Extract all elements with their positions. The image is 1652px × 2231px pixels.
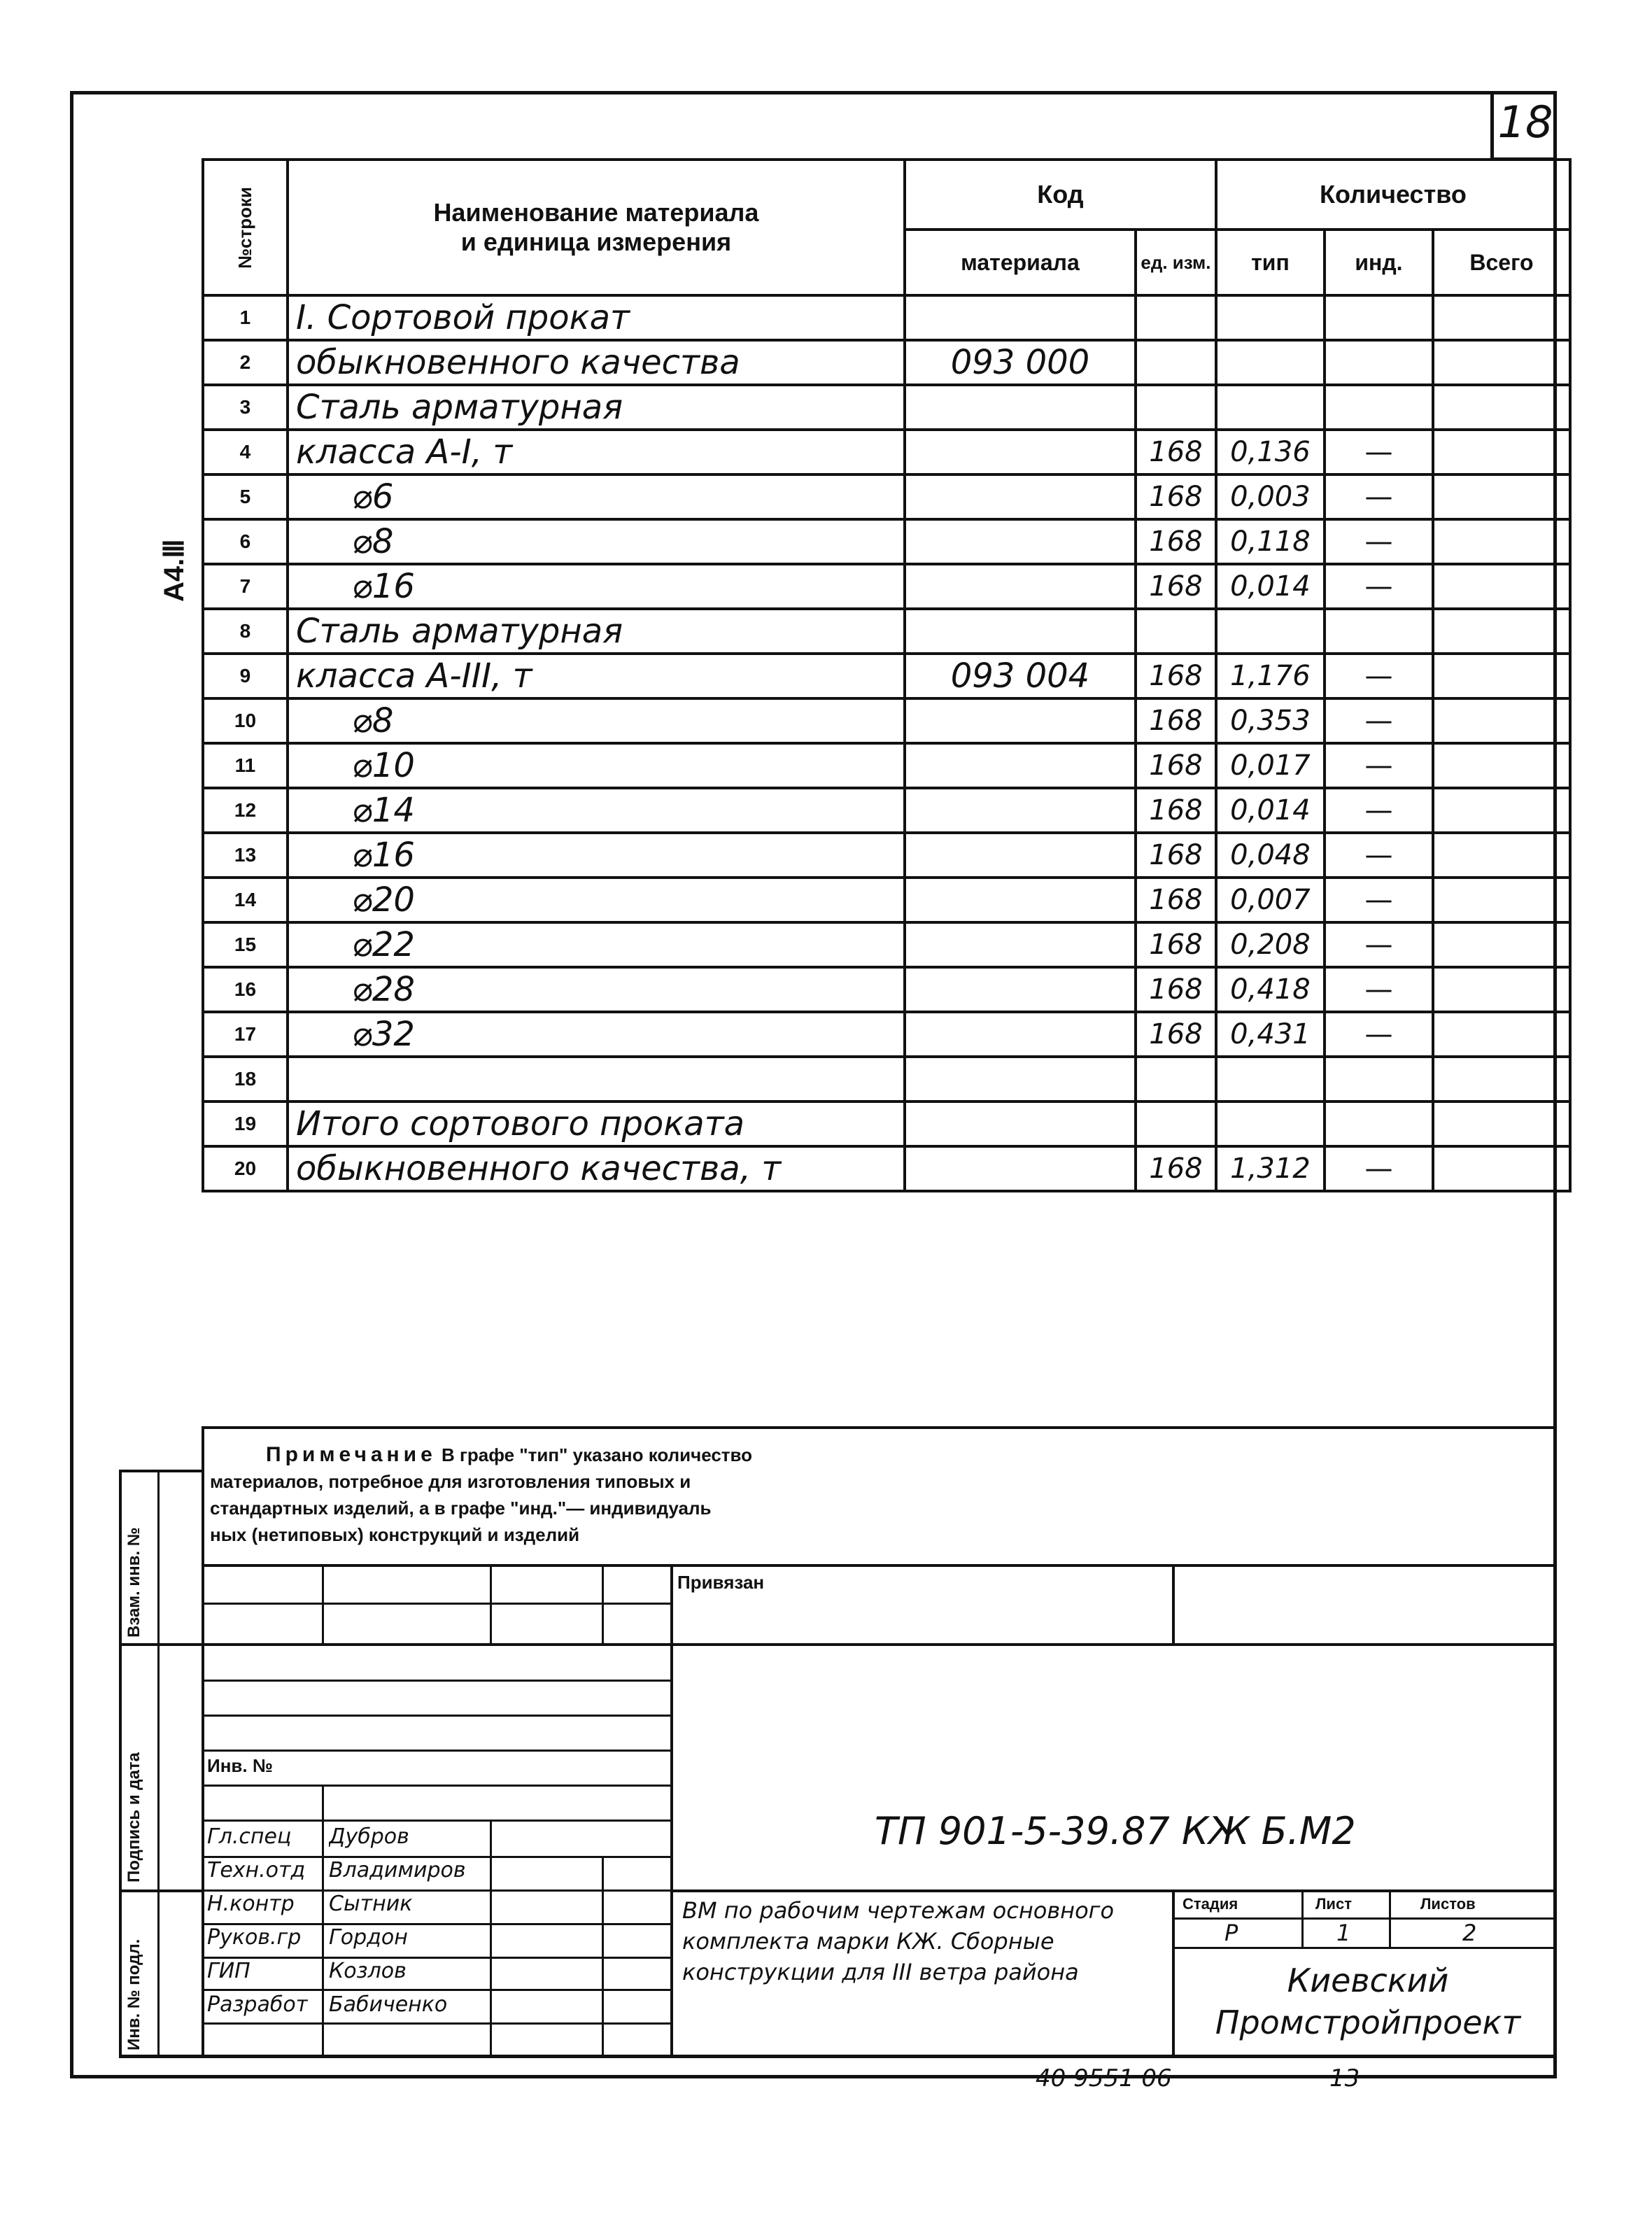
table-row bbox=[203, 922, 1570, 967]
header-code: Код bbox=[905, 160, 1216, 230]
note-heading: Примечание bbox=[266, 1443, 437, 1466]
qty-ind: — bbox=[1325, 967, 1433, 1012]
table-row bbox=[203, 833, 1570, 878]
qty-type: 0,017 bbox=[1216, 743, 1325, 788]
table-row bbox=[203, 1012, 1570, 1057]
stage-value: Р bbox=[1224, 1920, 1238, 1946]
qty-ind: — bbox=[1325, 474, 1433, 519]
material-name: Сталь арматурная bbox=[288, 609, 905, 654]
qty-ind: — bbox=[1325, 743, 1433, 788]
qty-total bbox=[1433, 564, 1570, 609]
staff-name: Гордон bbox=[329, 1925, 408, 1950]
qty-type: 1,312 bbox=[1216, 1146, 1325, 1191]
table-row bbox=[203, 474, 1570, 519]
material-name bbox=[288, 1057, 905, 1102]
note-line-4: ных (нетиповых) конструкций и изделий bbox=[210, 1524, 580, 1545]
inv-no-label: Инв. № bbox=[207, 1755, 273, 1776]
material-code bbox=[905, 743, 1136, 788]
header-material: материала bbox=[905, 230, 1136, 295]
unit-code: 168 bbox=[1136, 698, 1216, 743]
unit-code: 168 bbox=[1136, 1146, 1216, 1191]
row-number: 10 bbox=[203, 698, 288, 743]
note bbox=[210, 1442, 1539, 1548]
qty-ind: — bbox=[1325, 833, 1433, 878]
unit-code: 168 bbox=[1136, 833, 1216, 878]
material-name: ⌀22 bbox=[288, 922, 905, 967]
qty-total bbox=[1433, 878, 1570, 922]
material-code bbox=[905, 967, 1136, 1012]
material-name: обыкновенного качества, т bbox=[288, 1146, 905, 1191]
row-number: 18 bbox=[203, 1057, 288, 1102]
table-row bbox=[203, 430, 1570, 474]
staff-name: Козлов bbox=[329, 1959, 407, 1983]
qty-total bbox=[1433, 788, 1570, 833]
qty-total bbox=[1433, 654, 1570, 698]
unit-code bbox=[1136, 609, 1216, 654]
qty-total bbox=[1433, 474, 1570, 519]
sheet-label: Лист bbox=[1315, 1895, 1352, 1913]
qty-type: 0,136 bbox=[1216, 430, 1325, 474]
note-line-2: материалов, потребное для изготовления типовых и bbox=[210, 1471, 691, 1492]
material-name: ⌀28 bbox=[288, 967, 905, 1012]
qty-ind bbox=[1325, 295, 1433, 340]
row-number: 5 bbox=[203, 474, 288, 519]
inv-no-ref-label: Взам. инв. № bbox=[125, 1527, 143, 1638]
qty-type bbox=[1216, 1057, 1325, 1102]
material-code bbox=[905, 833, 1136, 878]
material-code bbox=[905, 1057, 1136, 1102]
material-name: ⌀16 bbox=[288, 564, 905, 609]
qty-type: 1,176 bbox=[1216, 654, 1325, 698]
unit-code bbox=[1136, 385, 1216, 430]
privyazan-label: Привязан bbox=[677, 1572, 765, 1593]
qty-total bbox=[1433, 295, 1570, 340]
header-type: тип bbox=[1216, 230, 1325, 295]
archive-code: 40 9551 06 bbox=[1036, 2064, 1172, 2092]
qty-ind: — bbox=[1325, 654, 1433, 698]
unit-code: 168 bbox=[1136, 922, 1216, 967]
qty-ind: — bbox=[1325, 788, 1433, 833]
unit-code: 168 bbox=[1136, 967, 1216, 1012]
header-name: Наименование материала и единица измерения bbox=[288, 160, 905, 295]
material-name: ⌀16 bbox=[288, 833, 905, 878]
header-row-no: №строки bbox=[203, 160, 288, 295]
material-name: класса А-I, т bbox=[288, 430, 905, 474]
staff-name: Дубров bbox=[329, 1824, 409, 1849]
staff-role: Разработ bbox=[207, 1992, 309, 2017]
material-name: ⌀20 bbox=[288, 878, 905, 922]
unit-code bbox=[1136, 1102, 1216, 1146]
qty-total bbox=[1433, 1057, 1570, 1102]
unit-code: 168 bbox=[1136, 1012, 1216, 1057]
unit-code bbox=[1136, 340, 1216, 385]
table-row bbox=[203, 743, 1570, 788]
row-number: 13 bbox=[203, 833, 288, 878]
sheets-value: 2 bbox=[1462, 1920, 1477, 1946]
qty-type bbox=[1216, 295, 1325, 340]
row-number: 19 bbox=[203, 1102, 288, 1146]
table-row bbox=[203, 1057, 1570, 1102]
material-code bbox=[905, 295, 1136, 340]
material-code bbox=[905, 698, 1136, 743]
qty-type: 0,014 bbox=[1216, 788, 1325, 833]
row-number: 1 bbox=[203, 295, 288, 340]
unit-code: 168 bbox=[1136, 743, 1216, 788]
material-code bbox=[905, 922, 1136, 967]
material-code bbox=[905, 788, 1136, 833]
qty-ind bbox=[1325, 340, 1433, 385]
material-code bbox=[905, 519, 1136, 564]
staff-role: ГИП bbox=[207, 1959, 250, 1983]
qty-ind bbox=[1325, 609, 1433, 654]
qty-type: 0,208 bbox=[1216, 922, 1325, 967]
qty-ind: — bbox=[1325, 1146, 1433, 1191]
table-row bbox=[203, 788, 1570, 833]
material-name: ⌀10 bbox=[288, 743, 905, 788]
table-row bbox=[203, 609, 1570, 654]
material-name: ⌀6 bbox=[288, 474, 905, 519]
qty-type bbox=[1216, 609, 1325, 654]
sheets-label: Листов bbox=[1420, 1895, 1476, 1913]
material-code: 093 000 bbox=[905, 340, 1136, 385]
material-name: обыкновенного качества bbox=[288, 340, 905, 385]
sheet-title: ВМ по рабочим чертежам основного комплекта марки КЖ. Сборные конструкции для III ветра района bbox=[682, 1897, 1115, 1985]
header-unit: ед. изм. bbox=[1136, 230, 1216, 295]
qty-type: 0,353 bbox=[1216, 698, 1325, 743]
staff-role: Руков.гр bbox=[207, 1925, 302, 1950]
table-row bbox=[203, 1146, 1570, 1191]
qty-total bbox=[1433, 922, 1570, 967]
document-code: ТП 901-5-39.87 КЖ Б.М2 bbox=[875, 1809, 1356, 1853]
unit-code: 168 bbox=[1136, 519, 1216, 564]
material-code bbox=[905, 1102, 1136, 1146]
table-row bbox=[203, 564, 1570, 609]
stage-label: Стадия bbox=[1182, 1895, 1238, 1913]
row-number: 15 bbox=[203, 922, 288, 967]
material-name: I. Сортовой прокат bbox=[288, 295, 905, 340]
row-number: 9 bbox=[203, 654, 288, 698]
staff-name: Владимиров bbox=[329, 1858, 466, 1882]
table-row bbox=[203, 385, 1570, 430]
material-code: 093 004 bbox=[905, 654, 1136, 698]
qty-type: 0,431 bbox=[1216, 1012, 1325, 1057]
qty-total bbox=[1433, 698, 1570, 743]
note-line-1: В графе "тип" указано количество bbox=[442, 1444, 753, 1465]
table-row bbox=[203, 519, 1570, 564]
material-code bbox=[905, 430, 1136, 474]
qty-ind: — bbox=[1325, 519, 1433, 564]
table-row bbox=[203, 340, 1570, 385]
qty-type bbox=[1216, 340, 1325, 385]
qty-type: 0,418 bbox=[1216, 967, 1325, 1012]
qty-type: 0,014 bbox=[1216, 564, 1325, 609]
qty-total bbox=[1433, 430, 1570, 474]
material-code bbox=[905, 1146, 1136, 1191]
row-number: 2 bbox=[203, 340, 288, 385]
note-line-3: стандартных изделий, а в графе "инд."— индивидуаль bbox=[210, 1498, 712, 1519]
qty-total bbox=[1433, 385, 1570, 430]
qty-total bbox=[1433, 1146, 1570, 1191]
unit-code: 168 bbox=[1136, 878, 1216, 922]
row-number: 20 bbox=[203, 1146, 288, 1191]
page-number: 18 bbox=[1497, 97, 1553, 148]
header-ind: инд. bbox=[1325, 230, 1433, 295]
unit-code: 168 bbox=[1136, 474, 1216, 519]
qty-type: 0,007 bbox=[1216, 878, 1325, 922]
row-number: 4 bbox=[203, 430, 288, 474]
material-code bbox=[905, 609, 1136, 654]
material-code bbox=[905, 1012, 1136, 1057]
specification-table bbox=[202, 158, 1572, 1192]
staff-role: Н.контр bbox=[207, 1892, 295, 1916]
unit-code bbox=[1136, 295, 1216, 340]
table-row bbox=[203, 967, 1570, 1012]
row-number: 8 bbox=[203, 609, 288, 654]
staff-name: Бабиченко bbox=[329, 1992, 448, 2017]
row-number: 3 bbox=[203, 385, 288, 430]
row-number: 16 bbox=[203, 967, 288, 1012]
unit-code: 168 bbox=[1136, 654, 1216, 698]
qty-total bbox=[1433, 609, 1570, 654]
material-name: ⌀32 bbox=[288, 1012, 905, 1057]
row-number: 7 bbox=[203, 564, 288, 609]
qty-ind bbox=[1325, 385, 1433, 430]
sheet-value: 1 bbox=[1336, 1920, 1351, 1946]
qty-ind: — bbox=[1325, 564, 1433, 609]
unit-code: 168 bbox=[1136, 564, 1216, 609]
row-number: 17 bbox=[203, 1012, 288, 1057]
qty-total bbox=[1433, 743, 1570, 788]
side-mark: А4.Ⅲ bbox=[159, 539, 190, 602]
table-row bbox=[203, 698, 1570, 743]
qty-ind: — bbox=[1325, 698, 1433, 743]
unit-code: 168 bbox=[1136, 788, 1216, 833]
inv-no-orig-label: Инв. № подл. bbox=[125, 1938, 143, 2050]
qty-total bbox=[1433, 1012, 1570, 1057]
header-total: Всего bbox=[1433, 230, 1570, 295]
staff-role: Гл.спец bbox=[207, 1824, 292, 1849]
qty-type bbox=[1216, 385, 1325, 430]
staff-name: Сытник bbox=[329, 1892, 413, 1916]
table-row bbox=[203, 654, 1570, 698]
material-code bbox=[905, 878, 1136, 922]
qty-ind bbox=[1325, 1102, 1433, 1146]
material-name: ⌀8 bbox=[288, 698, 905, 743]
row-number: 6 bbox=[203, 519, 288, 564]
qty-type: 0,003 bbox=[1216, 474, 1325, 519]
archive-sheet: 13 bbox=[1329, 2064, 1360, 2092]
staff-role: Техн.отд bbox=[207, 1858, 306, 1882]
table-row bbox=[203, 1102, 1570, 1146]
qty-type: 0,048 bbox=[1216, 833, 1325, 878]
qty-type bbox=[1216, 1102, 1325, 1146]
organization: Киевский Промстройпроект bbox=[1215, 1962, 1521, 2041]
qty-ind: — bbox=[1325, 430, 1433, 474]
unit-code bbox=[1136, 1057, 1216, 1102]
qty-ind: — bbox=[1325, 922, 1433, 967]
qty-ind bbox=[1325, 1057, 1433, 1102]
unit-code: 168 bbox=[1136, 430, 1216, 474]
material-code bbox=[905, 564, 1136, 609]
row-number: 14 bbox=[203, 878, 288, 922]
qty-total bbox=[1433, 519, 1570, 564]
row-number: 11 bbox=[203, 743, 288, 788]
qty-type: 0,118 bbox=[1216, 519, 1325, 564]
sign-date-label: Подпись и дата bbox=[125, 1752, 143, 1882]
qty-total bbox=[1433, 340, 1570, 385]
material-name: класса А-III, т bbox=[288, 654, 905, 698]
header-quantity: Количество bbox=[1216, 160, 1570, 230]
qty-ind: — bbox=[1325, 1012, 1433, 1057]
qty-total bbox=[1433, 1102, 1570, 1146]
material-name: ⌀14 bbox=[288, 788, 905, 833]
material-code bbox=[905, 385, 1136, 430]
qty-total bbox=[1433, 833, 1570, 878]
material-name: ⌀8 bbox=[288, 519, 905, 564]
material-name: Итого сортового проката bbox=[288, 1102, 905, 1146]
table-row bbox=[203, 295, 1570, 340]
material-code bbox=[905, 474, 1136, 519]
material-name: Сталь арматурная bbox=[288, 385, 905, 430]
row-number: 12 bbox=[203, 788, 288, 833]
qty-ind: — bbox=[1325, 878, 1433, 922]
table-row bbox=[203, 878, 1570, 922]
qty-total bbox=[1433, 967, 1570, 1012]
